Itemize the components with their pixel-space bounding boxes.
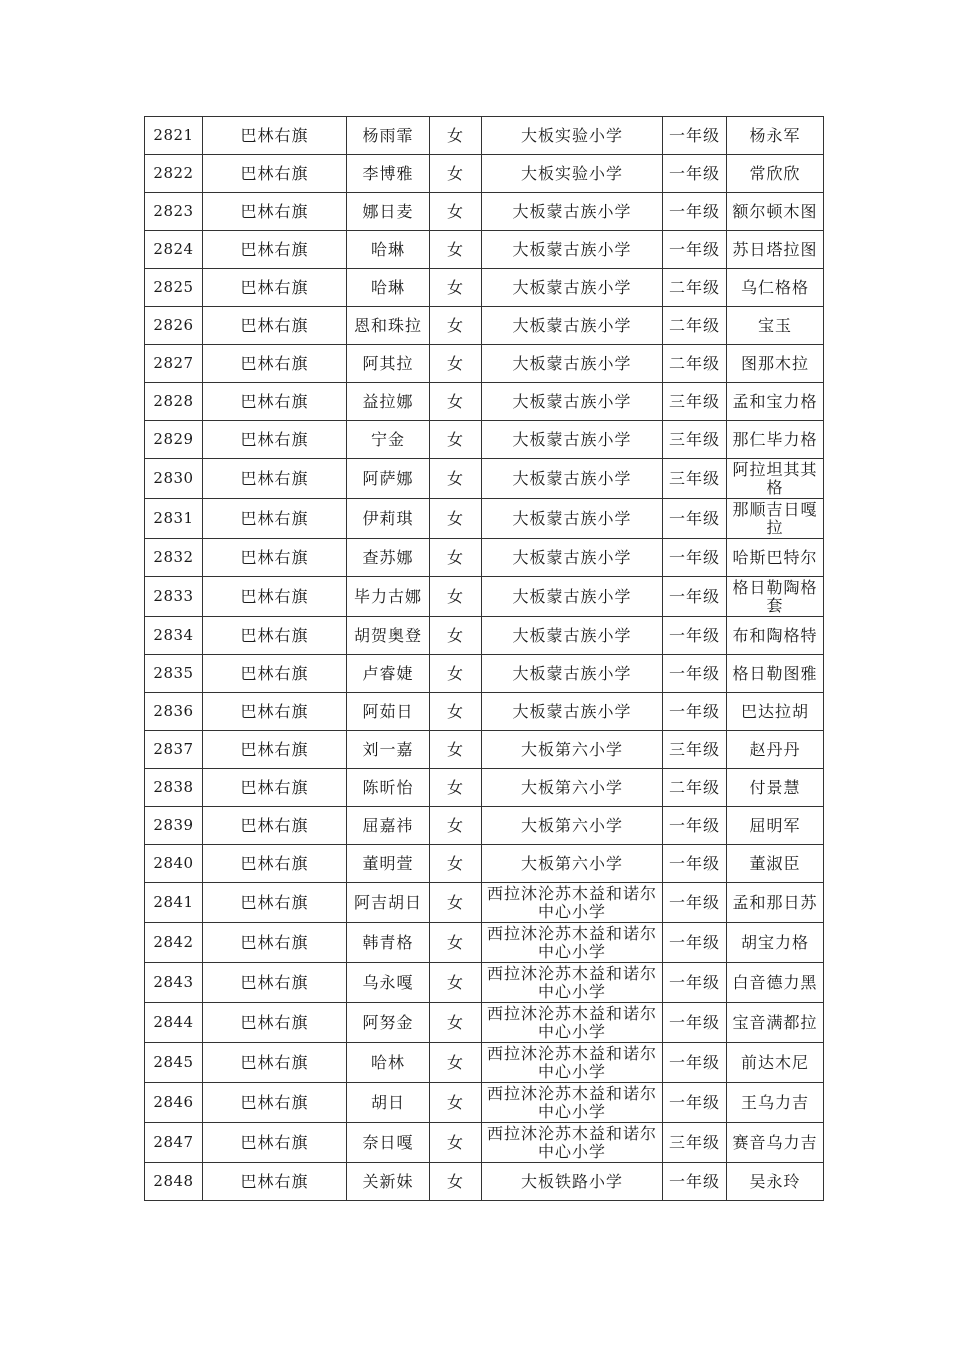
school-cell: 大板蒙古族小学: [482, 693, 663, 731]
school-cell: 大板第六小学: [482, 845, 663, 883]
school-cell: 西拉沐沦苏木益和诺尔中心小学: [482, 923, 663, 963]
row-number: 2846: [145, 1083, 203, 1123]
grade-cell: 一年级: [663, 807, 727, 845]
teacher-cell: 乌仁格格: [727, 269, 824, 307]
student-name: 胡贺奥登: [347, 617, 430, 655]
teacher-cell: 胡宝力格: [727, 923, 824, 963]
grade-cell: 一年级: [663, 655, 727, 693]
teacher-cell: 阿拉坦其其格: [727, 459, 824, 499]
table-row: [145, 1123, 824, 1163]
region-cell: 巴林右旗: [203, 345, 347, 383]
row-number: 2847: [145, 1123, 203, 1163]
grade-cell: 一年级: [663, 1163, 727, 1201]
table-row: [145, 883, 824, 923]
table-row: [145, 845, 824, 883]
row-number: 2821: [145, 117, 203, 155]
row-number: 2844: [145, 1003, 203, 1043]
school-cell: 大板实验小学: [482, 155, 663, 193]
student-name: 韩青格: [347, 923, 430, 963]
teacher-cell: 赵丹丹: [727, 731, 824, 769]
row-number: 2832: [145, 539, 203, 577]
teacher-cell: 额尔顿木图: [727, 193, 824, 231]
region-cell: 巴林右旗: [203, 617, 347, 655]
gender-cell: 女: [430, 577, 482, 617]
grade-cell: 一年级: [663, 693, 727, 731]
gender-cell: 女: [430, 1043, 482, 1083]
table-row: [145, 421, 824, 459]
student-name: 李博雅: [347, 155, 430, 193]
grade-cell: 一年级: [663, 539, 727, 577]
row-number: 2838: [145, 769, 203, 807]
teacher-cell: 苏日塔拉图: [727, 231, 824, 269]
student-name: 哈琳: [347, 269, 430, 307]
region-cell: 巴林右旗: [203, 269, 347, 307]
student-name: 哈林: [347, 1043, 430, 1083]
row-number: 2842: [145, 923, 203, 963]
region-cell: 巴林右旗: [203, 539, 347, 577]
gender-cell: 女: [430, 459, 482, 499]
row-number: 2845: [145, 1043, 203, 1083]
student-name: 阿萨娜: [347, 459, 430, 499]
school-cell: 大板第六小学: [482, 769, 663, 807]
grade-cell: 一年级: [663, 617, 727, 655]
row-number: 2834: [145, 617, 203, 655]
teacher-cell: 图那木拉: [727, 345, 824, 383]
row-number: 2833: [145, 577, 203, 617]
grade-cell: 二年级: [663, 269, 727, 307]
grade-cell: 一年级: [663, 499, 727, 539]
region-cell: 巴林右旗: [203, 231, 347, 269]
row-number: 2837: [145, 731, 203, 769]
gender-cell: 女: [430, 769, 482, 807]
school-cell: 大板蒙古族小学: [482, 383, 663, 421]
student-name: 毕力古娜: [347, 577, 430, 617]
student-name: 杨雨霏: [347, 117, 430, 155]
school-cell: 西拉沐沦苏木益和诺尔中心小学: [482, 1043, 663, 1083]
table-row: [145, 499, 824, 539]
teacher-cell: 常欣欣: [727, 155, 824, 193]
school-cell: 西拉沐沦苏木益和诺尔中心小学: [482, 1123, 663, 1163]
row-number: 2830: [145, 459, 203, 499]
teacher-cell: 那顺吉日嘎拉: [727, 499, 824, 539]
gender-cell: 女: [430, 345, 482, 383]
school-cell: 西拉沐沦苏木益和诺尔中心小学: [482, 883, 663, 923]
teacher-cell: 屈明军: [727, 807, 824, 845]
region-cell: 巴林右旗: [203, 845, 347, 883]
region-cell: 巴林右旗: [203, 1003, 347, 1043]
grade-cell: 三年级: [663, 383, 727, 421]
row-number: 2822: [145, 155, 203, 193]
region-cell: 巴林右旗: [203, 499, 347, 539]
student-name: 胡日: [347, 1083, 430, 1123]
gender-cell: 女: [430, 845, 482, 883]
grade-cell: 三年级: [663, 1123, 727, 1163]
grade-cell: 二年级: [663, 769, 727, 807]
student-name: 益拉娜: [347, 383, 430, 421]
school-cell: 大板蒙古族小学: [482, 655, 663, 693]
row-number: 2848: [145, 1163, 203, 1201]
table-row: [145, 383, 824, 421]
gender-cell: 女: [430, 617, 482, 655]
gender-cell: 女: [430, 193, 482, 231]
student-name: 宁金: [347, 421, 430, 459]
grade-cell: 一年级: [663, 963, 727, 1003]
table-row: [145, 617, 824, 655]
teacher-cell: 白音德力黑: [727, 963, 824, 1003]
school-cell: 大板蒙古族小学: [482, 539, 663, 577]
gender-cell: 女: [430, 307, 482, 345]
table-row: [145, 269, 824, 307]
table-row: [145, 769, 824, 807]
gender-cell: 女: [430, 693, 482, 731]
gender-cell: 女: [430, 1163, 482, 1201]
grade-cell: 一年级: [663, 577, 727, 617]
table-row: [145, 117, 824, 155]
region-cell: 巴林右旗: [203, 883, 347, 923]
table-row: [145, 155, 824, 193]
grade-cell: 一年级: [663, 231, 727, 269]
table-row: [145, 459, 824, 499]
school-cell: 大板实验小学: [482, 117, 663, 155]
school-cell: 西拉沐沦苏木益和诺尔中心小学: [482, 963, 663, 1003]
school-cell: 大板第六小学: [482, 731, 663, 769]
school-cell: 大板蒙古族小学: [482, 577, 663, 617]
teacher-cell: 布和陶格特: [727, 617, 824, 655]
school-cell: 大板蒙古族小学: [482, 459, 663, 499]
table-row: [145, 731, 824, 769]
teacher-cell: 格日勒陶格套: [727, 577, 824, 617]
teacher-cell: 前达木尼: [727, 1043, 824, 1083]
row-number: 2827: [145, 345, 203, 383]
gender-cell: 女: [430, 539, 482, 577]
region-cell: 巴林右旗: [203, 923, 347, 963]
gender-cell: 女: [430, 117, 482, 155]
table-row: [145, 655, 824, 693]
school-cell: 西拉沐沦苏木益和诺尔中心小学: [482, 1003, 663, 1043]
school-cell: 大板蒙古族小学: [482, 231, 663, 269]
grade-cell: 一年级: [663, 155, 727, 193]
gender-cell: 女: [430, 231, 482, 269]
gender-cell: 女: [430, 731, 482, 769]
teacher-cell: 巴达拉胡: [727, 693, 824, 731]
student-name: 恩和珠拉: [347, 307, 430, 345]
grade-cell: 三年级: [663, 459, 727, 499]
table-row: [145, 693, 824, 731]
table-row: [145, 231, 824, 269]
student-name: 哈琳: [347, 231, 430, 269]
region-cell: 巴林右旗: [203, 693, 347, 731]
student-name: 关新妹: [347, 1163, 430, 1201]
table-row: [145, 1043, 824, 1083]
school-cell: 大板蒙古族小学: [482, 421, 663, 459]
region-cell: 巴林右旗: [203, 421, 347, 459]
teacher-cell: 董淑臣: [727, 845, 824, 883]
student-name: 阿吉胡日: [347, 883, 430, 923]
gender-cell: 女: [430, 499, 482, 539]
teacher-cell: 宝音满都拉: [727, 1003, 824, 1043]
region-cell: 巴林右旗: [203, 117, 347, 155]
gender-cell: 女: [430, 269, 482, 307]
teacher-cell: 宝玉: [727, 307, 824, 345]
region-cell: 巴林右旗: [203, 155, 347, 193]
table-row: [145, 539, 824, 577]
row-number: 2826: [145, 307, 203, 345]
grade-cell: 一年级: [663, 1083, 727, 1123]
region-cell: 巴林右旗: [203, 769, 347, 807]
student-name: 查苏娜: [347, 539, 430, 577]
student-name: 伊莉琪: [347, 499, 430, 539]
region-cell: 巴林右旗: [203, 577, 347, 617]
student-name: 刘一嘉: [347, 731, 430, 769]
row-number: 2835: [145, 655, 203, 693]
table-row: [145, 963, 824, 1003]
row-number: 2823: [145, 193, 203, 231]
table-row: [145, 1083, 824, 1123]
student-name: 董明萱: [347, 845, 430, 883]
region-cell: 巴林右旗: [203, 731, 347, 769]
school-cell: 大板蒙古族小学: [482, 269, 663, 307]
grade-cell: 一年级: [663, 117, 727, 155]
grade-cell: 一年级: [663, 883, 727, 923]
region-cell: 巴林右旗: [203, 1043, 347, 1083]
school-cell: 大板第六小学: [482, 807, 663, 845]
student-table: [144, 116, 824, 1201]
school-cell: 大板蒙古族小学: [482, 307, 663, 345]
table-row: [145, 807, 824, 845]
row-number: 2836: [145, 693, 203, 731]
school-cell: 大板蒙古族小学: [482, 193, 663, 231]
row-number: 2839: [145, 807, 203, 845]
region-cell: 巴林右旗: [203, 193, 347, 231]
teacher-cell: 杨永军: [727, 117, 824, 155]
gender-cell: 女: [430, 155, 482, 193]
grade-cell: 一年级: [663, 1043, 727, 1083]
table-row: [145, 307, 824, 345]
region-cell: 巴林右旗: [203, 1083, 347, 1123]
region-cell: 巴林右旗: [203, 963, 347, 1003]
teacher-cell: 那仁毕力格: [727, 421, 824, 459]
student-name: 屈嘉祎: [347, 807, 430, 845]
school-cell: 大板蒙古族小学: [482, 617, 663, 655]
gender-cell: 女: [430, 1123, 482, 1163]
row-number: 2843: [145, 963, 203, 1003]
region-cell: 巴林右旗: [203, 459, 347, 499]
region-cell: 巴林右旗: [203, 307, 347, 345]
grade-cell: 三年级: [663, 421, 727, 459]
table-row: [145, 577, 824, 617]
student-name: 奈日嘎: [347, 1123, 430, 1163]
teacher-cell: 哈斯巴特尔: [727, 539, 824, 577]
school-cell: 大板蒙古族小学: [482, 499, 663, 539]
gender-cell: 女: [430, 421, 482, 459]
row-number: 2840: [145, 845, 203, 883]
grade-cell: 一年级: [663, 193, 727, 231]
teacher-cell: 孟和宝力格: [727, 383, 824, 421]
table-row: [145, 1003, 824, 1043]
teacher-cell: 孟和那日苏: [727, 883, 824, 923]
student-name: 乌永嘎: [347, 963, 430, 1003]
table-body: [145, 117, 824, 1201]
gender-cell: 女: [430, 883, 482, 923]
student-name: 卢睿婕: [347, 655, 430, 693]
grade-cell: 二年级: [663, 345, 727, 383]
table-row: [145, 1163, 824, 1201]
gender-cell: 女: [430, 807, 482, 845]
student-name: 阿茹日: [347, 693, 430, 731]
region-cell: 巴林右旗: [203, 1123, 347, 1163]
school-cell: 大板铁路小学: [482, 1163, 663, 1201]
region-cell: 巴林右旗: [203, 383, 347, 421]
gender-cell: 女: [430, 383, 482, 421]
grade-cell: 三年级: [663, 731, 727, 769]
teacher-cell: 付景慧: [727, 769, 824, 807]
school-cell: 西拉沐沦苏木益和诺尔中心小学: [482, 1083, 663, 1123]
table-row: [145, 193, 824, 231]
row-number: 2831: [145, 499, 203, 539]
teacher-cell: 赛音乌力吉: [727, 1123, 824, 1163]
student-name: 阿努金: [347, 1003, 430, 1043]
gender-cell: 女: [430, 923, 482, 963]
gender-cell: 女: [430, 655, 482, 693]
table-row: [145, 923, 824, 963]
row-number: 2824: [145, 231, 203, 269]
region-cell: 巴林右旗: [203, 807, 347, 845]
table-row: [145, 345, 824, 383]
student-name: 阿其拉: [347, 345, 430, 383]
row-number: 2828: [145, 383, 203, 421]
grade-cell: 一年级: [663, 845, 727, 883]
gender-cell: 女: [430, 1003, 482, 1043]
grade-cell: 二年级: [663, 307, 727, 345]
teacher-cell: 吴永玲: [727, 1163, 824, 1201]
grade-cell: 一年级: [663, 923, 727, 963]
gender-cell: 女: [430, 963, 482, 1003]
region-cell: 巴林右旗: [203, 655, 347, 693]
teacher-cell: 格日勒图雅: [727, 655, 824, 693]
row-number: 2829: [145, 421, 203, 459]
grade-cell: 一年级: [663, 1003, 727, 1043]
row-number: 2825: [145, 269, 203, 307]
gender-cell: 女: [430, 1083, 482, 1123]
region-cell: 巴林右旗: [203, 1163, 347, 1201]
student-name: 娜日麦: [347, 193, 430, 231]
teacher-cell: 王乌力吉: [727, 1083, 824, 1123]
school-cell: 大板蒙古族小学: [482, 345, 663, 383]
row-number: 2841: [145, 883, 203, 923]
student-name: 陈昕怡: [347, 769, 430, 807]
